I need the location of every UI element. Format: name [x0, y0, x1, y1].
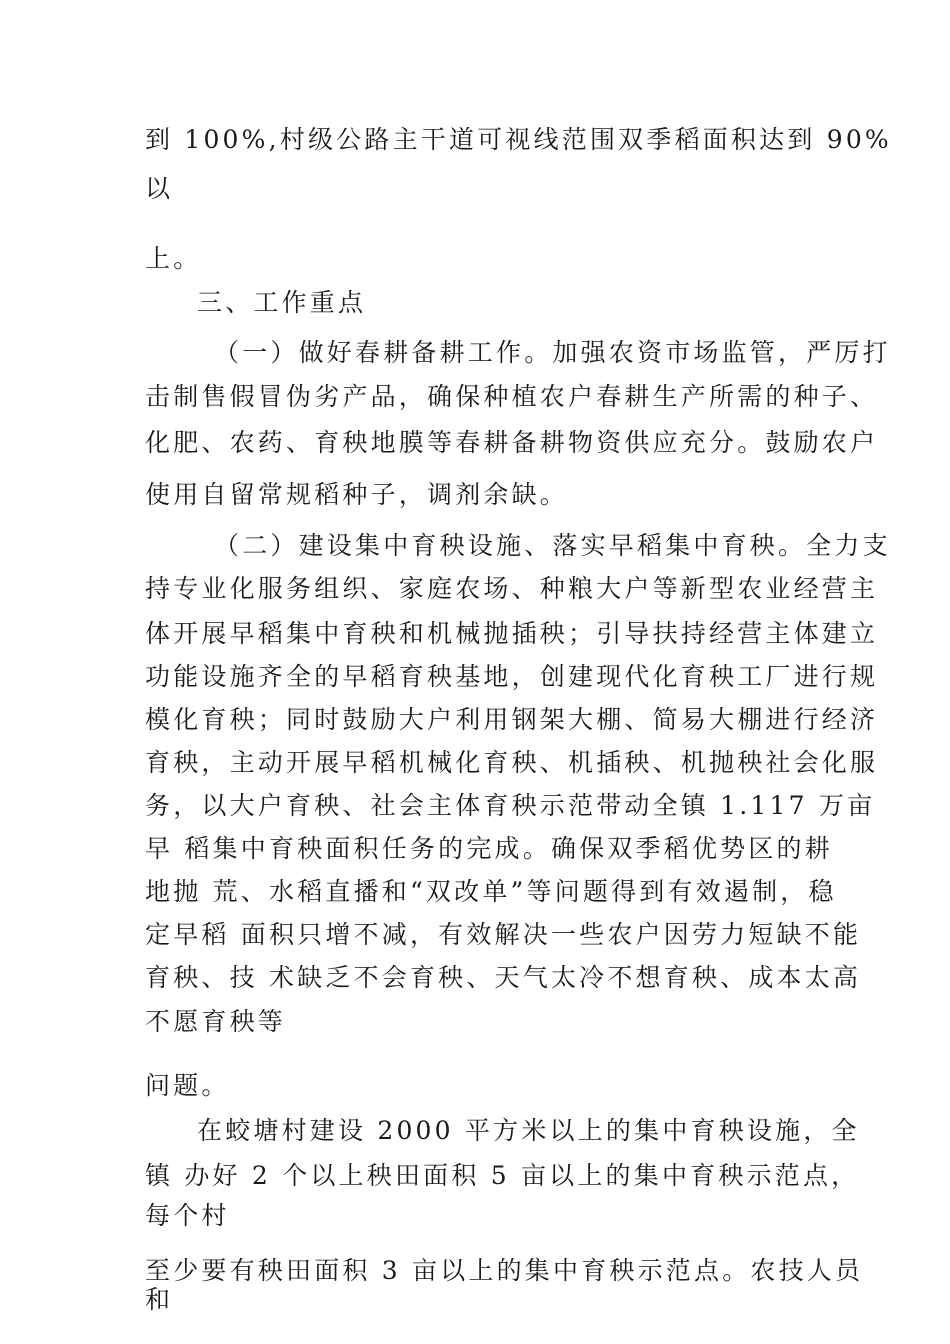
paragraph-line: 和 — [145, 1285, 174, 1314]
text-line: 上。 — [145, 244, 202, 273]
paragraph-line: 体开展早稻集中育秧和机械抛插秧；引导扶持经营主体建立 — [145, 619, 879, 648]
paragraph-line: 持专业化服务组织、家庭农场、种粮大户等新型农业经营主 — [145, 574, 879, 603]
paragraph-line: 镇 办好 2 个以上秧田面积 5 亩以上的集中育秧示范点， — [145, 1161, 860, 1190]
text-line: 到 100%,村级公路主干道可视线范围双季稻面积达到 90% — [145, 125, 892, 154]
paragraph-line: 务，以大户育秧、社会主体育秧示范带动全镇 1.117 万亩 — [145, 791, 876, 820]
section-heading: 三、工作重点 — [197, 288, 367, 317]
paragraph-line: （一）做好春耕备耕工作。加强农资市场监管，严厉打 — [214, 338, 891, 367]
paragraph-line: 在蛟塘村建设 2000 平方米以上的集中育秧设施，全 — [197, 1116, 860, 1145]
paragraph-line: （二）建设集中育秧设施、落实早稻集中育秧。全力支 — [214, 531, 891, 560]
paragraph-line: 每个村 — [145, 1201, 230, 1230]
paragraph-line: 定早稻 面积只增不减，有效解决一些农户因劳力短缺不能 — [145, 920, 862, 949]
text-line: 以 — [145, 174, 174, 203]
paragraph-line: 育秧、技 术缺乏不会育秧、天气太冷不想育秧、成本太高 — [145, 963, 862, 992]
paragraph-line: 不愿育秧等 — [145, 1007, 287, 1036]
paragraph-line: 模化育秧；同时鼓励大户利用钢架大棚、简易大棚进行经济 — [145, 705, 879, 734]
paragraph-line: 育秧，主动开展早稻机械化育秧、机插秧、机抛秧社会化服 — [145, 748, 879, 777]
paragraph-line: 至少要有秧田面积 3 亩以上的集中育秧示范点。农技人员 — [145, 1256, 864, 1285]
paragraph-line: 使用自留常规稻种子，调剂余缺。 — [145, 480, 569, 509]
paragraph-line: 问题。 — [145, 1071, 230, 1100]
paragraph-line: 早 稻集中育秧面积任务的完成。确保双季稻优势区的耕 — [145, 834, 833, 863]
paragraph-line: 功能设施齐全的早稻育秧基地，创建现代化育秧工厂进行规 — [145, 662, 879, 691]
paragraph-line: 地抛 荒、水稻直播和“双改单”等问题得到有效遏制，稳 — [145, 877, 837, 906]
paragraph-line: 击制售假冒伪劣产品，确保种植农户春耕生产所需的种子、 — [145, 382, 879, 411]
paragraph-line: 化肥、农药、育秧地膜等春耕备耕物资供应充分。鼓励农户 — [145, 428, 879, 457]
